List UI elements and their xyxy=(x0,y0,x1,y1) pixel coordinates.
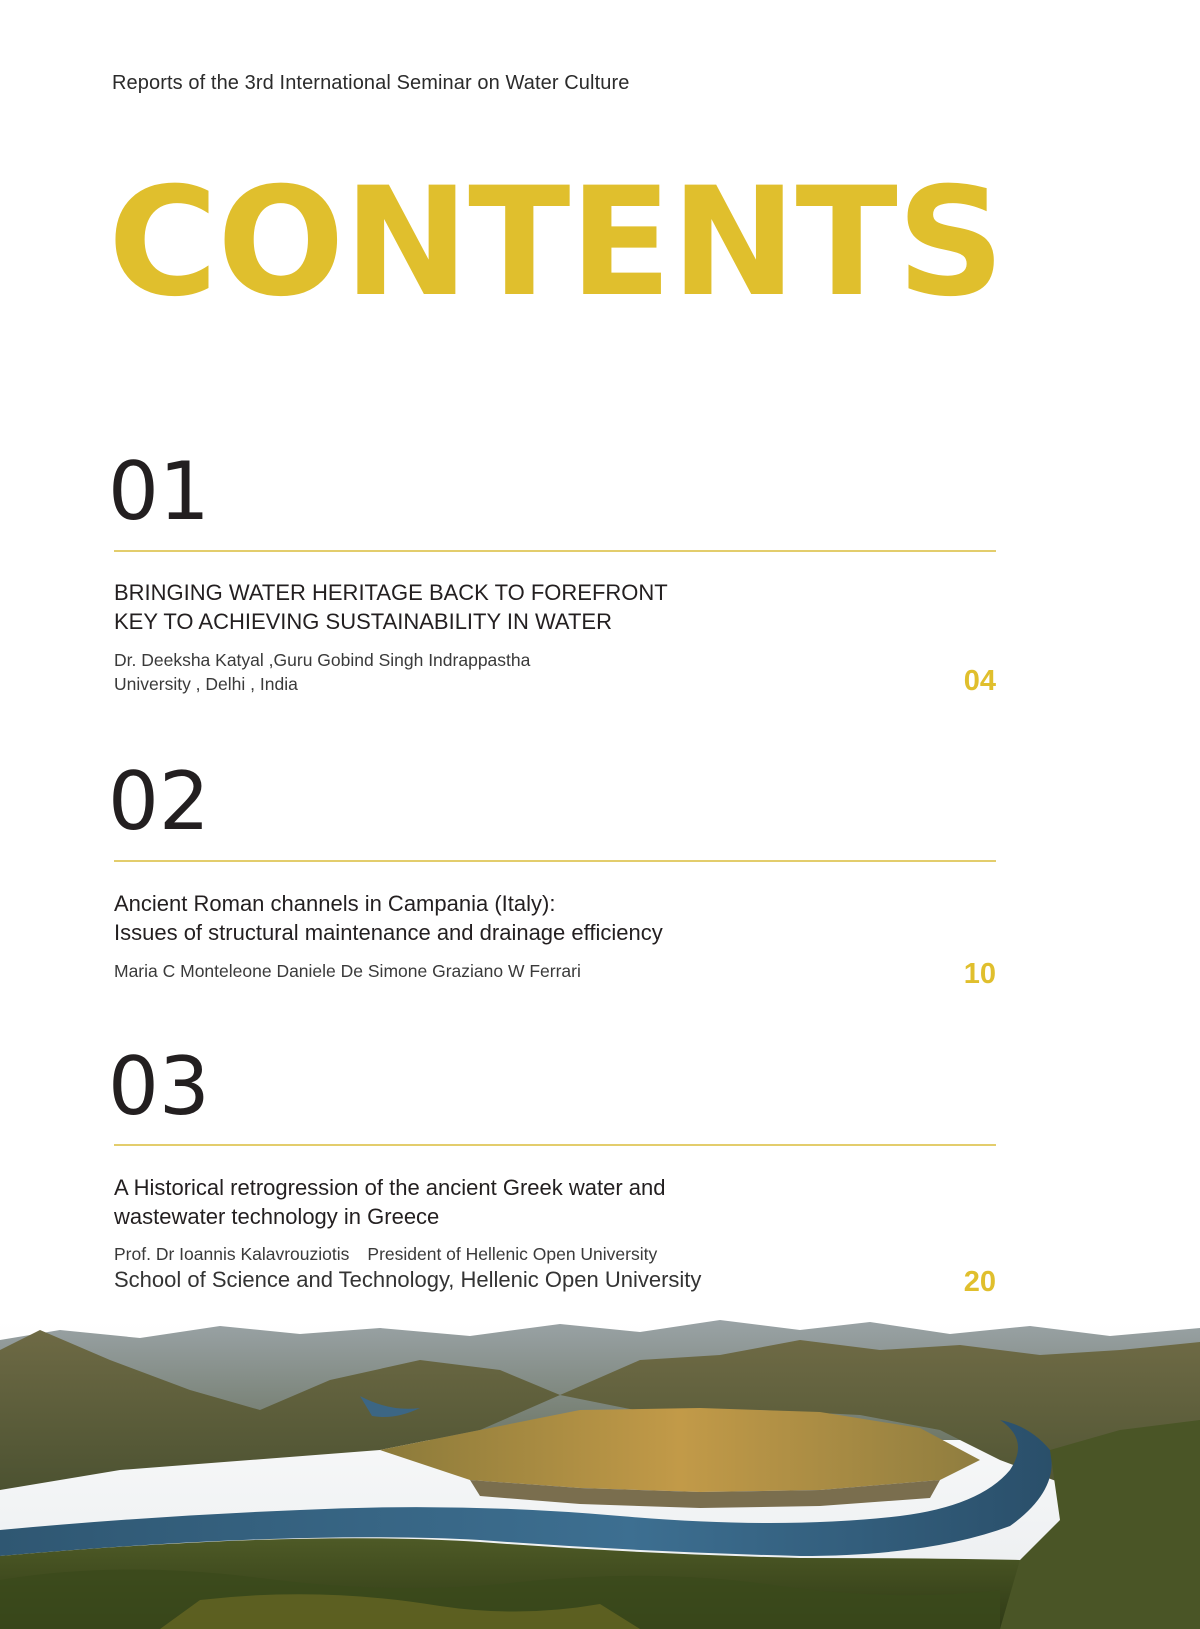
entry-title: Ancient Roman channels in Campania (Italy): Issues of structural maintenance and drainage efficiency xyxy=(114,891,663,945)
entry-title: BRINGING WATER HERITAGE BACK TO FOREFRONT KEY TO ACHIEVING SUSTAINABILITY IN WATER xyxy=(114,580,668,634)
author-name: Prof. Dr Ioannis Kalavrouziotis xyxy=(114,1244,350,1264)
entry-page-number: 20 xyxy=(963,1266,996,1298)
entry-divider xyxy=(114,860,996,862)
entry-number: 01 xyxy=(108,445,210,538)
entry-title: A Historical retrogression of the ancient Greek water and wastewater technology in Greece xyxy=(114,1175,666,1229)
contents-title: CONTENTS xyxy=(108,156,1004,330)
entry-author: Maria C Monteleone Daniele De Simone Graziano W Ferrari xyxy=(114,961,581,981)
report-series-header: Reports of the 3rd International Seminar on Water Culture xyxy=(112,72,630,94)
author-role: President of Hellenic Open University xyxy=(367,1244,658,1264)
entry-page-number: 10 xyxy=(963,958,996,990)
entry-author xyxy=(114,1242,754,1294)
entry-divider xyxy=(114,1144,996,1146)
entry-divider xyxy=(114,550,996,552)
entry-number: 02 xyxy=(108,755,210,848)
entry-author: Dr. Deeksha Katyal ,Guru Gobind Singh Indrappastha University , Delhi , India xyxy=(114,650,531,694)
mountain-river-landscape-image xyxy=(0,1320,1200,1629)
entry-number: 03 xyxy=(108,1040,210,1133)
author-affiliation: School of Science and Technology, Hellenic Open University xyxy=(114,1267,702,1292)
entry-page-number: 04 xyxy=(963,665,996,697)
